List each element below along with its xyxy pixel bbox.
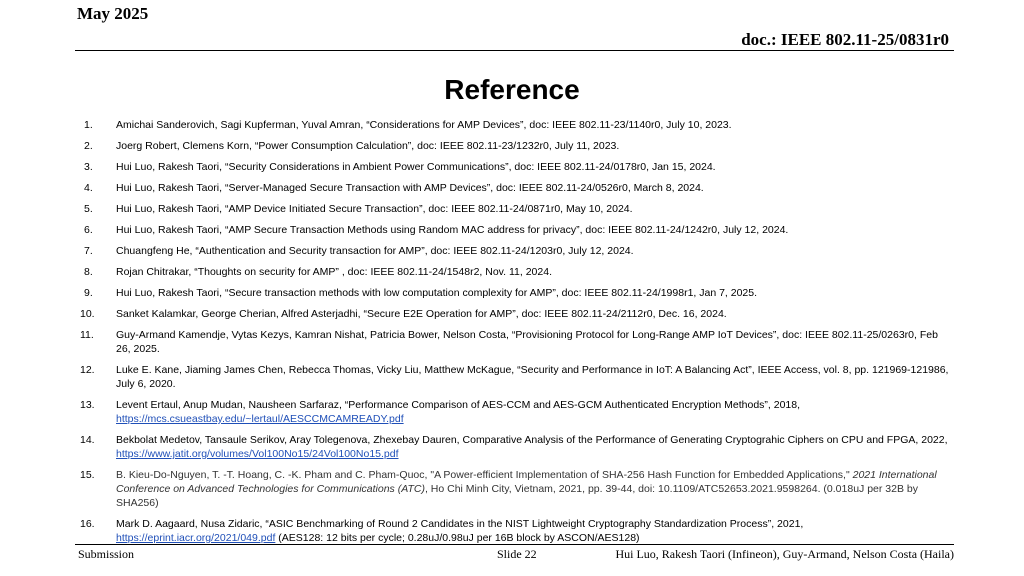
reference-item — [80, 181, 950, 195]
reference-list — [80, 118, 950, 552]
reference-link[interactable]: https://www.jatit.org/volumes/Vol100No15/24Vol100No15.pdf — [116, 448, 399, 460]
reference-number: 12. — [80, 364, 95, 376]
reference-text-wrap — [116, 398, 950, 426]
reference-number: 9. — [84, 287, 93, 299]
reference-item — [80, 139, 950, 153]
footer-divider — [75, 544, 954, 545]
reference-number: 7. — [84, 245, 93, 257]
reference-text-wrap — [116, 433, 950, 461]
reference-number: 16. — [80, 518, 95, 530]
reference-text: Sanket Kalamkar, George Cherian, Alfred Asterjadhi, “Secure E2E Operation for AMP”, doc: IEEE 802.11-24/2112r0, Dec. 16, 2024. — [116, 308, 727, 320]
reference-number: 10. — [80, 308, 95, 320]
reference-item — [80, 265, 950, 279]
reference-item — [80, 307, 950, 321]
reference-text: Hui Luo, Rakesh Taori, “Security Considerations in Ambient Power Communications”, doc: IEEE 802.11-24/0178r0, Jan 15, 2024. — [116, 161, 716, 173]
reference-text: Guy-Armand Kamendje, Vytas Kezys, Kamran Nishat, Patricia Bower, Nelson Costa, “Provisioning Protocol for Long-Range AMP IoT Devices”, doc: IEEE 802.11-25/0263r0, Feb 26, 2025. — [116, 329, 938, 355]
reference-text: Rojan Chitrakar, “Thoughts on security for AMP” , doc: IEEE 802.11-24/1548r2, Nov. 11, 2024. — [116, 266, 552, 278]
reference-link[interactable]: https://mcs.csueastbay.edu/~lertaul/AESCCMCAMREADY.pdf — [116, 413, 404, 425]
reference-number: 15. — [80, 469, 95, 481]
reference-text: Joerg Robert, Clemens Korn, “Power Consumption Calculation”, doc: IEEE 802.11-23/1232r0, July 11, 2023. — [116, 140, 620, 152]
reference-venue: 2021 International Conference on Advanced Technologies for Communications (ATC) — [116, 469, 937, 495]
reference-item — [80, 363, 950, 391]
reference-number: 6. — [84, 224, 93, 236]
header-divider — [75, 50, 954, 51]
reference-text: , Ho Chi Minh City, Vietnam, 2021, pp. 39-44, doi: 10.1109/ATC52653.2021.9598264. (0.018uJ per 32B by SHA256) — [116, 483, 918, 509]
reference-text: Amichai Sanderovich, Sagi Kupferman, Yuval Amran, “Considerations for AMP Devices”, doc: IEEE 802.11-23/1140r0, July 10, 2023. — [116, 119, 732, 131]
reference-text: Hui Luo, Rakesh Taori, “AMP Secure Transaction Methods using Random MAC address for privacy”, doc: IEEE 802.11-24/1242r0, July 12, 2024. — [116, 224, 789, 236]
reference-number: 5. — [84, 203, 93, 215]
reference-text: Hui Luo, Rakesh Taori, “Server-Managed Secure Transaction with AMP Devices”, doc: IEEE 802.11-24/0526r0, March 8, 2024. — [116, 182, 704, 194]
reference-number: 11. — [80, 329, 94, 341]
slide-title: Reference — [444, 74, 580, 105]
reference-item — [80, 468, 950, 510]
reference-item — [80, 223, 950, 237]
footer-authors: Hui Luo, Rakesh Taori (Infineon), Guy-Armand, Nelson Costa (Haila) — [615, 547, 954, 561]
reference-link[interactable]: https://eprint.iacr.org/2021/049.pdf — [116, 532, 276, 544]
reference-item — [80, 118, 950, 132]
reference-item — [80, 517, 950, 545]
reference-item — [80, 328, 950, 356]
reference-number: 3. — [84, 161, 93, 173]
reference-item — [80, 433, 950, 461]
reference-text-wrap — [116, 517, 950, 545]
reference-item — [80, 202, 950, 216]
reference-number: 14. — [80, 434, 95, 446]
reference-text: Mark D. Aagaard, Nusa Zidaric, “ASIC Benchmarking of Round 2 Candidates in the NIST Lightweight Cryptography Standardization Process”, 2021, — [116, 518, 804, 530]
reference-text: (AES128: 12 bits per cycle; 0.28uJ/0.98uJ per 16B block by ASCON/AES128) — [275, 532, 640, 544]
reference-text: Hui Luo, Rakesh Taori, “AMP Device Initiated Secure Transaction”, doc: IEEE 802.11-24/0871r0, May 10, 2024. — [116, 203, 633, 215]
reference-text: Luke E. Kane, Jiaming James Chen, Rebecca Thomas, Vicky Liu, Matthew McKague, “Security and Performance in IoT: A Balancing Act”, IEEE Access, vol. 8, pp. 121969-121986, July 6, 2020. — [116, 364, 949, 390]
header-date: May 2025 — [77, 4, 149, 23]
reference-number: 8. — [84, 266, 93, 278]
reference-item — [80, 398, 950, 426]
reference-text-wrap — [116, 468, 950, 510]
reference-number: 1. — [84, 119, 93, 131]
reference-item — [80, 160, 950, 174]
reference-number: 13. — [80, 399, 95, 411]
reference-text: Levent Ertaul, Anup Mudan, Nausheen Sarfaraz, “Performance Comparison of AES-CCM and AES-GCM Authenticated Encryption Methods”, 2018, — [116, 399, 801, 411]
header-doc-id: doc.: IEEE 802.11-25/0831r0 — [741, 30, 949, 49]
reference-text: Chuangfeng He, “Authentication and Security transaction for AMP”, doc: IEEE 802.11-24/1203r0, July 12, 2024. — [116, 245, 634, 257]
reference-text: B. Kieu-Do-Nguyen, T. -T. Hoang, C. -K. Pham and C. Pham-Quoc, "A Power-efficient Implementation of SHA-256 Hash Function for Embedded Applications," — [116, 469, 850, 481]
reference-item — [80, 244, 950, 258]
reference-text: Hui Luo, Rakesh Taori, “Secure transaction methods with low computation complexity for AMP”, doc: IEEE 802.11-24/1998r1, Jan 7, 2025. — [116, 287, 758, 299]
reference-text: Bekbolat Medetov, Tansaule Serikov, Aray Tolegenova, Zhexebay Dauren, Comparative Analysis of the Performance of Generating Cryptograhic Ciphers on CPU and FPGA, 2022, — [116, 434, 948, 446]
reference-number: 2. — [84, 140, 93, 152]
reference-item — [80, 286, 950, 300]
footer-submission: Submission — [78, 547, 135, 561]
reference-number: 4. — [84, 182, 93, 194]
footer-slide-number: Slide 22 — [497, 547, 537, 561]
